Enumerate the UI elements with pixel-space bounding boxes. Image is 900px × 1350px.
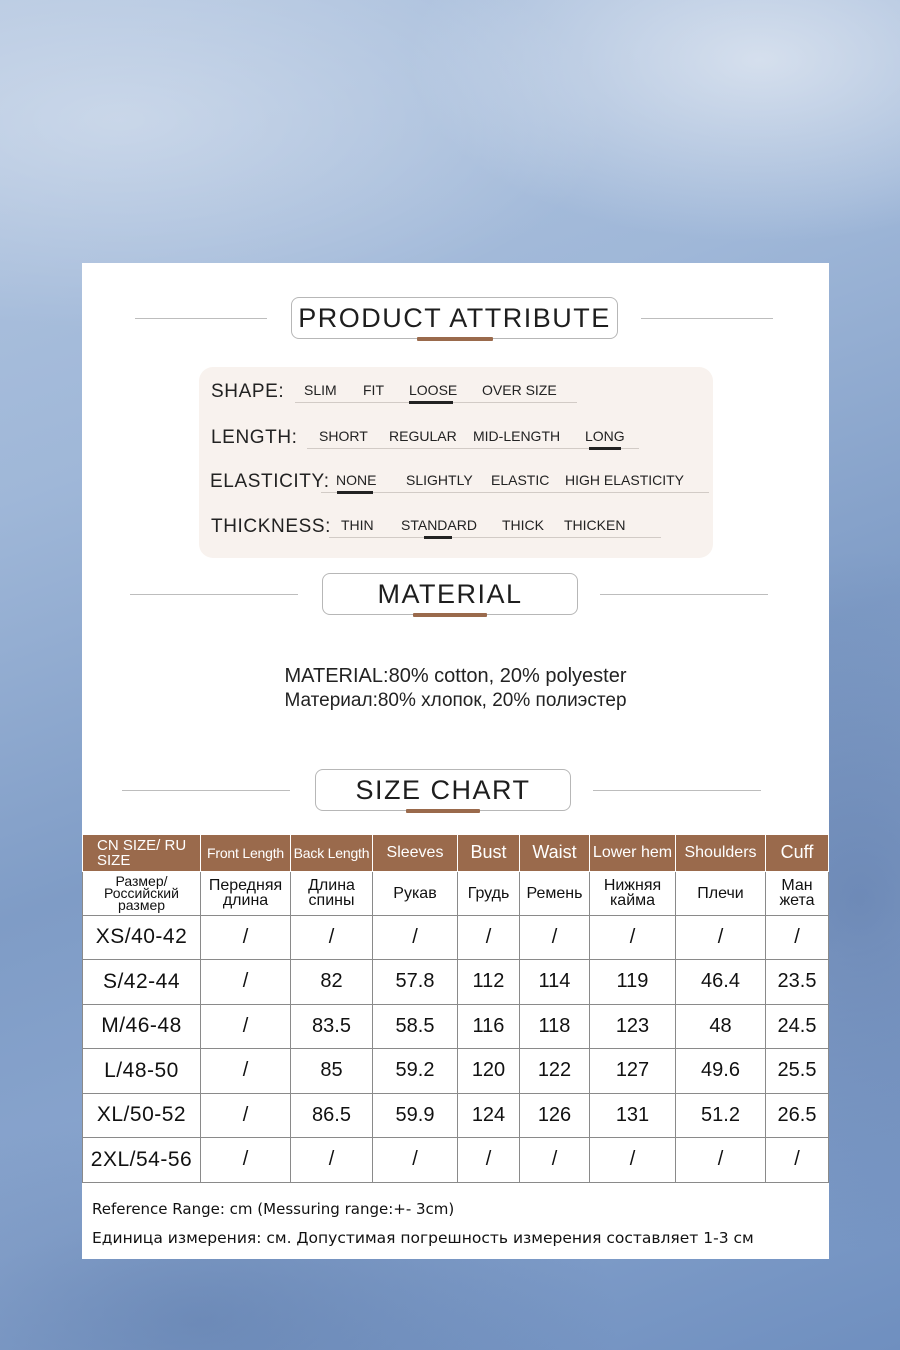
selected-marker <box>589 447 621 450</box>
attribute-label: ELASTICITY: <box>210 471 330 492</box>
option-elastic: ELASTIC <box>491 472 550 488</box>
table-row <box>83 1138 829 1183</box>
selected-marker <box>409 401 453 404</box>
col-header-ru-front-length: Передняя длина <box>201 871 291 915</box>
header-accent-bar <box>406 809 480 813</box>
selected-marker <box>337 491 373 494</box>
table-cell: / <box>458 915 520 960</box>
option-high-elasticity: HIGH ELASTICITY <box>565 472 685 488</box>
table-cell: / <box>373 915 458 960</box>
table-cell: 124 <box>458 1093 520 1138</box>
header-accent-bar <box>413 613 487 617</box>
option-slightly: SLIGHTLY <box>406 472 473 488</box>
col-header-cuff: Cuff <box>766 835 829 871</box>
table-cell: 127 <box>590 1049 676 1094</box>
header-divider-left <box>135 318 267 319</box>
table-cell: / <box>201 1004 291 1049</box>
attribute-label: THICKNESS: <box>211 516 332 537</box>
table-cell: / <box>766 915 829 960</box>
material-ru-value: 80% хлопок, 20% полиэстер <box>377 690 627 711</box>
table-cell: / <box>201 1093 291 1138</box>
option-thick: THICK <box>502 517 544 533</box>
header-accent-bar <box>417 337 493 341</box>
size-cell: 2XL/54-56 <box>83 1138 201 1183</box>
table-cell: / <box>590 1138 676 1183</box>
table-cell: 46.4 <box>676 960 766 1005</box>
material-header <box>82 573 829 617</box>
header-divider-left <box>130 594 298 595</box>
material-title: MATERIAL <box>322 573 578 615</box>
table-cell: 26.5 <box>766 1093 829 1138</box>
material-en-label: MATERIAL: <box>284 665 389 687</box>
col-header-ru-bust: Грудь <box>458 871 520 915</box>
table-cell: 59.9 <box>373 1093 458 1138</box>
table-cell: 126 <box>520 1093 590 1138</box>
col-header-waist: Waist <box>520 835 590 871</box>
table-cell: 48 <box>676 1004 766 1049</box>
table-cell: / <box>373 1138 458 1183</box>
option-fit: FIT <box>363 382 384 398</box>
col-header-sleeves: Sleeves <box>373 835 458 871</box>
table-cell: 59.2 <box>373 1049 458 1094</box>
option-regular: REGULAR <box>389 428 457 444</box>
table-header-ru <box>83 871 829 915</box>
table-cell: / <box>458 1138 520 1183</box>
option-slim: SLIM <box>304 382 337 398</box>
option-none: NONE <box>336 472 377 488</box>
selected-marker <box>424 536 452 539</box>
table-cell: 24.5 <box>766 1004 829 1049</box>
material-ru-label: Материал: <box>284 690 378 711</box>
header-divider-left <box>122 790 290 791</box>
table-cell: / <box>201 1049 291 1094</box>
product-attribute-title: PRODUCT ATTRIBUTE <box>291 297 618 339</box>
table-cell: 86.5 <box>291 1093 373 1138</box>
col-header-ru-back-length: Длина спины <box>291 871 373 915</box>
table-cell: 116 <box>458 1004 520 1049</box>
table-row <box>83 1004 829 1049</box>
col-header-back-length: Back Length <box>291 835 373 871</box>
table-cell: 57.8 <box>373 960 458 1005</box>
col-header-ru-cuff: Ман жета <box>766 871 829 915</box>
table-cell: / <box>201 1138 291 1183</box>
col-header-ru-size: Размер/ Российский размер <box>83 871 201 915</box>
reference-range-note: Reference Range: cm (Messuring range:+- 3cm) <box>92 1200 455 1218</box>
size-chart-table <box>82 835 829 1183</box>
header-divider-right <box>600 594 768 595</box>
table-row <box>83 915 829 960</box>
col-header-ru-waist: Ремень <box>520 871 590 915</box>
material-en <box>82 665 829 688</box>
size-chart-header <box>82 769 829 813</box>
measurement-note-ru: Единица измерения: см. Допустимая погрешность измерения составляет 1-3 см <box>92 1229 754 1247</box>
col-header-size: CN SIZE/ RU SIZE <box>83 835 201 871</box>
table-cell: 49.6 <box>676 1049 766 1094</box>
option-over-size: OVER SIZE <box>482 382 557 398</box>
option-thicken: THICKEN <box>564 517 626 533</box>
material-ru <box>82 690 829 712</box>
col-header-ru-lower-hem: Нижняя кайма <box>590 871 676 915</box>
table-cell: 82 <box>291 960 373 1005</box>
table-cell: 120 <box>458 1049 520 1094</box>
col-header-bust: Bust <box>458 835 520 871</box>
col-header-ru-sleeves: Рукав <box>373 871 458 915</box>
option-short: SHORT <box>319 428 368 444</box>
attribute-baseline <box>321 492 709 493</box>
table-cell: 112 <box>458 960 520 1005</box>
option-loose: LOOSE <box>409 382 458 398</box>
attribute-label: LENGTH: <box>211 427 298 448</box>
table-cell: / <box>590 915 676 960</box>
col-header-lower-hem: Lower hem <box>590 835 676 871</box>
size-cell: S/42-44 <box>83 960 201 1005</box>
table-cell: 83.5 <box>291 1004 373 1049</box>
table-cell: / <box>766 1138 829 1183</box>
option-thin: THIN <box>341 517 374 533</box>
table-cell: / <box>676 1138 766 1183</box>
table-row <box>83 960 829 1005</box>
table-row <box>83 1093 829 1138</box>
table-cell: / <box>676 915 766 960</box>
table-cell: 58.5 <box>373 1004 458 1049</box>
header-divider-right <box>593 790 761 791</box>
header-divider-right <box>641 318 773 319</box>
attribute-baseline <box>329 537 661 538</box>
table-cell: / <box>520 915 590 960</box>
table-cell: / <box>291 1138 373 1183</box>
option-long: LONG <box>585 428 625 444</box>
col-header-front-length: Front Length <box>201 835 291 871</box>
option-mid-length: MID-LENGTH <box>473 428 561 444</box>
table-cell: 118 <box>520 1004 590 1049</box>
table-cell: 51.2 <box>676 1093 766 1138</box>
size-cell: XS/40-42 <box>83 915 201 960</box>
table-cell: 85 <box>291 1049 373 1094</box>
table-row <box>83 1049 829 1094</box>
table-cell: 122 <box>520 1049 590 1094</box>
product-attribute-header <box>82 297 829 341</box>
size-chart-title: SIZE CHART <box>315 769 571 811</box>
size-cell: M/46-48 <box>83 1004 201 1049</box>
material-en-value: 80% cotton, 20% polyester <box>388 665 627 687</box>
size-cell: XL/50-52 <box>83 1093 201 1138</box>
table-cell: 23.5 <box>766 960 829 1005</box>
table-cell: 123 <box>590 1004 676 1049</box>
table-cell: 114 <box>520 960 590 1005</box>
attributes-panel <box>199 367 713 558</box>
table-cell: 131 <box>590 1093 676 1138</box>
table-cell: / <box>291 915 373 960</box>
option-standard: STANDARD <box>401 517 477 533</box>
table-cell: 119 <box>590 960 676 1005</box>
table-cell: / <box>520 1138 590 1183</box>
table-cell: 25.5 <box>766 1049 829 1094</box>
table-cell: / <box>201 915 291 960</box>
size-cell: L/48-50 <box>83 1049 201 1094</box>
product-info-card <box>82 263 829 1259</box>
table-cell: / <box>201 960 291 1005</box>
col-header-shoulders: Shoulders <box>676 835 766 871</box>
attribute-label: SHAPE: <box>211 381 285 402</box>
table-header-en <box>83 835 829 871</box>
col-header-ru-shoulders: Плечи <box>676 871 766 915</box>
